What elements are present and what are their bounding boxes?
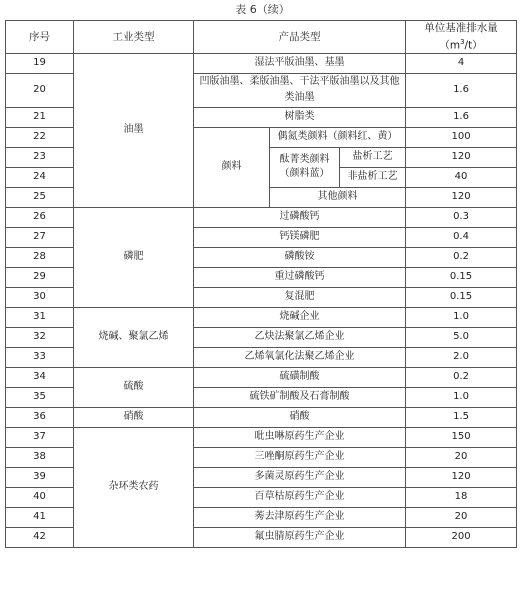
- product-cell: 硝酸: [194, 407, 406, 427]
- value-cell: 2.0: [406, 347, 517, 367]
- product-cell: 硫铁矿制酸及石膏制酸: [194, 387, 406, 407]
- value-cell: 18: [406, 487, 517, 507]
- value-cell: 20: [406, 447, 517, 467]
- product-cell: 磷酸铵: [194, 247, 406, 267]
- product-cell: 三唑酮原药生产企业: [194, 447, 406, 467]
- product-cell: 过磷酸钙: [194, 207, 406, 227]
- header-seq: 序号: [6, 21, 74, 54]
- product-cell: 乙炔法聚氯乙烯企业: [194, 327, 406, 347]
- process-cell: 非盐析工艺: [340, 167, 406, 187]
- value-cell: 0.15: [406, 267, 517, 287]
- value-cell: 120: [406, 467, 517, 487]
- industry-cell: 杂环类农药: [74, 427, 194, 547]
- product-cell: 湿法平版油墨、基墨: [194, 53, 406, 73]
- table-row: [6, 53, 517, 73]
- seq-cell: 22: [6, 127, 74, 147]
- seq-cell: 35: [6, 387, 74, 407]
- value-cell: 1.5: [406, 407, 517, 427]
- value-cell: 0.15: [406, 287, 517, 307]
- seq-cell: 29: [6, 267, 74, 287]
- seq-cell: 25: [6, 187, 74, 207]
- industry-cell: 硝酸: [74, 407, 194, 427]
- seq-cell: 26: [6, 207, 74, 227]
- product-cell: 乙烯氧氯化法聚乙烯企业: [194, 347, 406, 367]
- value-cell: 1.6: [406, 107, 517, 127]
- value-cell: 0.4: [406, 227, 517, 247]
- table-caption: 表 6（续）: [235, 3, 290, 16]
- table-row: [6, 307, 517, 327]
- product-cell: 凹版油墨、柔版油墨、干法平版油墨以及其他类油墨: [194, 73, 406, 107]
- product-cell: 偶氮类颜料（颜料红、黄）: [270, 127, 406, 147]
- value-cell: 120: [406, 147, 517, 167]
- industry-cell: 硫酸: [74, 367, 194, 407]
- seq-cell: 19: [6, 53, 74, 73]
- value-cell: 0.2: [406, 247, 517, 267]
- product-cell: 吡虫啉原药生产企业: [194, 427, 406, 447]
- value-cell: 4: [406, 53, 517, 73]
- value-cell: 1.0: [406, 387, 517, 407]
- table-row: [6, 427, 517, 447]
- value-cell: 100: [406, 127, 517, 147]
- table-row: [6, 407, 517, 427]
- product-cell: 酞菁类颜料（颜料蓝）: [270, 147, 340, 187]
- product-cell: 烧碱企业: [194, 307, 406, 327]
- product-cell: 莠去津原药生产企业: [194, 507, 406, 527]
- value-cell: 200: [406, 527, 517, 547]
- seq-cell: 40: [6, 487, 74, 507]
- product-cell: 树脂类: [194, 107, 406, 127]
- seq-cell: 31: [6, 307, 74, 327]
- product-cell: 复混肥: [194, 287, 406, 307]
- header-product: 产品类型: [194, 21, 406, 54]
- seq-cell: 23: [6, 147, 74, 167]
- seq-cell: 28: [6, 247, 74, 267]
- seq-cell: 36: [6, 407, 74, 427]
- seq-cell: 30: [6, 287, 74, 307]
- seq-cell: 37: [6, 427, 74, 447]
- value-cell: 40: [406, 167, 517, 187]
- seq-cell: 34: [6, 367, 74, 387]
- process-cell: 盐析工艺: [340, 147, 406, 167]
- value-cell: 1.6: [406, 73, 517, 107]
- value-cell: 5.0: [406, 327, 517, 347]
- seq-cell: 21: [6, 107, 74, 127]
- seq-cell: 32: [6, 327, 74, 347]
- seq-cell: 41: [6, 507, 74, 527]
- industry-cell: 烧碱、聚氯乙烯: [74, 307, 194, 367]
- product-cell: 氟虫腈原药生产企业: [194, 527, 406, 547]
- seq-cell: 42: [6, 527, 74, 547]
- product-cell: 重过磷酸钙: [194, 267, 406, 287]
- value-cell: 150: [406, 427, 517, 447]
- subindustry-cell: 颜料: [194, 127, 270, 207]
- value-cell: 0.3: [406, 207, 517, 227]
- value-cell: 1.0: [406, 307, 517, 327]
- table-row: [6, 367, 517, 387]
- seq-cell: 24: [6, 167, 74, 187]
- industry-cell: 磷肥: [74, 207, 194, 307]
- seq-cell: 27: [6, 227, 74, 247]
- table-row: [6, 207, 517, 227]
- seq-cell: 38: [6, 447, 74, 467]
- seq-cell: 33: [6, 347, 74, 367]
- table-header-row: [6, 21, 517, 54]
- value-cell: 20: [406, 507, 517, 527]
- product-cell: 钙镁磷肥: [194, 227, 406, 247]
- value-cell: 120: [406, 187, 517, 207]
- product-cell: 硫磺制酸: [194, 367, 406, 387]
- header-industry: 工业类型: [74, 21, 194, 54]
- product-cell: 百草枯原药生产企业: [194, 487, 406, 507]
- seq-cell: 20: [6, 73, 74, 107]
- industry-cell: 油墨: [74, 53, 194, 207]
- product-cell: 多菌灵原药生产企业: [194, 467, 406, 487]
- value-cell: 0.2: [406, 367, 517, 387]
- header-unit: 单位基准排水量$(m^3/t)$: [406, 21, 517, 54]
- seq-cell: 39: [6, 467, 74, 487]
- wastewater-table: [5, 20, 517, 548]
- product-cell: 其他颜料: [270, 187, 406, 207]
